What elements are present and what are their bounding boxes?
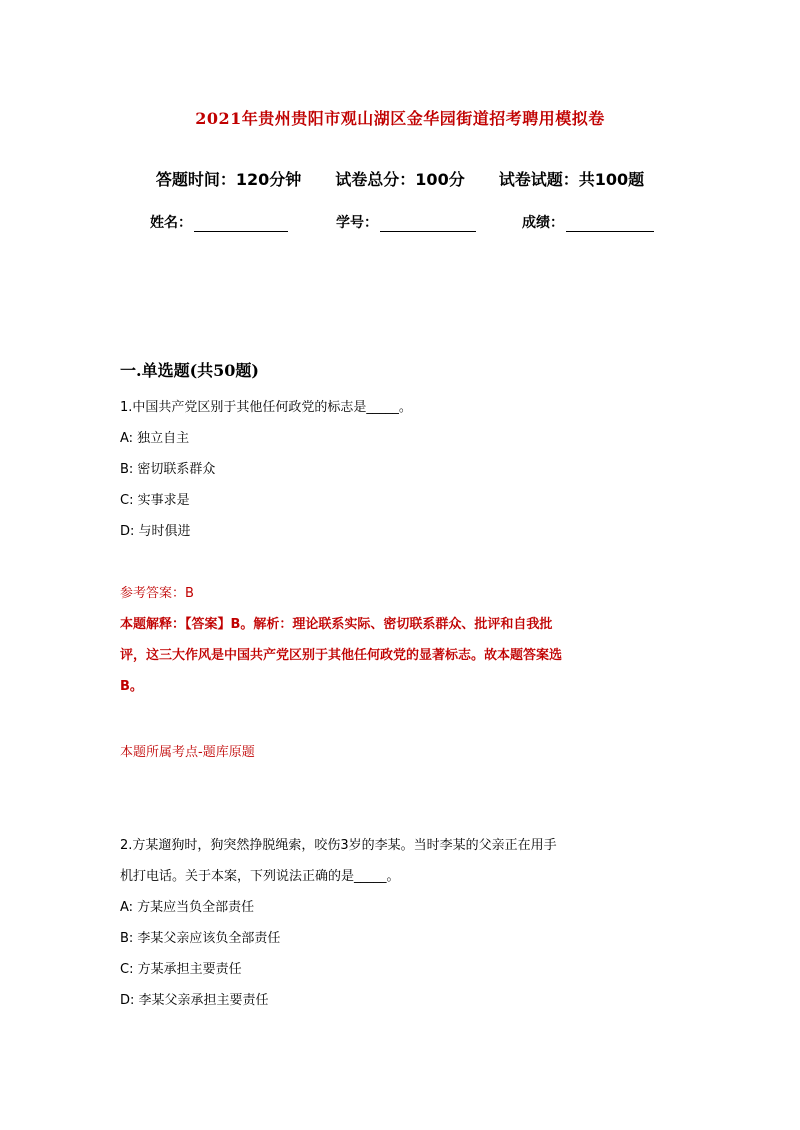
- name-label: 姓名：: [150, 215, 192, 231]
- option-a: A: 方某应当负全部责任: [120, 900, 255, 915]
- exam-meta: [0, 167, 800, 190]
- question-stem-line-2: 机打电话。关于本案，下列说法正确的是_____。: [120, 869, 400, 884]
- question-stem-line-1: 2.方某遛狗时，狗突然挣脱绳索，咬伤3岁的李某。当时李某的父亲正在用手: [120, 838, 557, 853]
- explanation-line-2: 评，这三大作风是中国共产党区别于其他任何政党的显著标志。故本题答案选: [120, 648, 563, 663]
- grade-field: [522, 212, 654, 232]
- student-info: [150, 212, 654, 232]
- grade-label: 成绩：: [522, 215, 564, 231]
- explanation-line-1: 本题解释：【答案】B。解析：理论联系实际、密切联系群众、批评和自我批: [120, 617, 553, 632]
- question-2: [120, 830, 680, 1016]
- topic-label: 本题所属考点-题库原题: [120, 745, 255, 760]
- explanation-line-3: B。: [120, 679, 143, 694]
- id-label: 学号：: [336, 215, 378, 231]
- exam-question-count: 试卷试题：共100题: [498, 170, 645, 189]
- option-a: A: 独立自主: [120, 431, 190, 446]
- question-stem: 1.中国共产党区别于其他任何政党的标志是_____。: [120, 400, 412, 415]
- option-d: D: 与时俱进: [120, 524, 191, 539]
- section-title: 一.单选题(共50题): [120, 361, 259, 380]
- option-d: D: 李某父亲承担主要责任: [120, 993, 269, 1008]
- exam-time: 答题时间：120分钟: [155, 170, 302, 189]
- name-blank: [194, 214, 288, 232]
- option-b: B: 李某父亲应该负全部责任: [120, 931, 281, 946]
- name-field: [150, 212, 288, 232]
- reference-answer: 参考答案：B: [120, 586, 194, 601]
- option-c: C: 实事求是: [120, 493, 190, 508]
- question-1-answer-block: [120, 578, 680, 702]
- question-1-topic: [120, 737, 680, 768]
- question-1: [120, 392, 680, 547]
- grade-blank: [566, 214, 654, 232]
- exam-total-score: 试卷总分：100分: [335, 170, 465, 189]
- option-b: B: 密切联系群众: [120, 462, 216, 477]
- id-field: [336, 212, 476, 232]
- id-blank: [380, 214, 476, 232]
- option-c: C: 方某承担主要责任: [120, 962, 242, 977]
- document-title: 2021年贵州贵阳市观山湖区金华园街道招考聘用模拟卷: [195, 109, 605, 128]
